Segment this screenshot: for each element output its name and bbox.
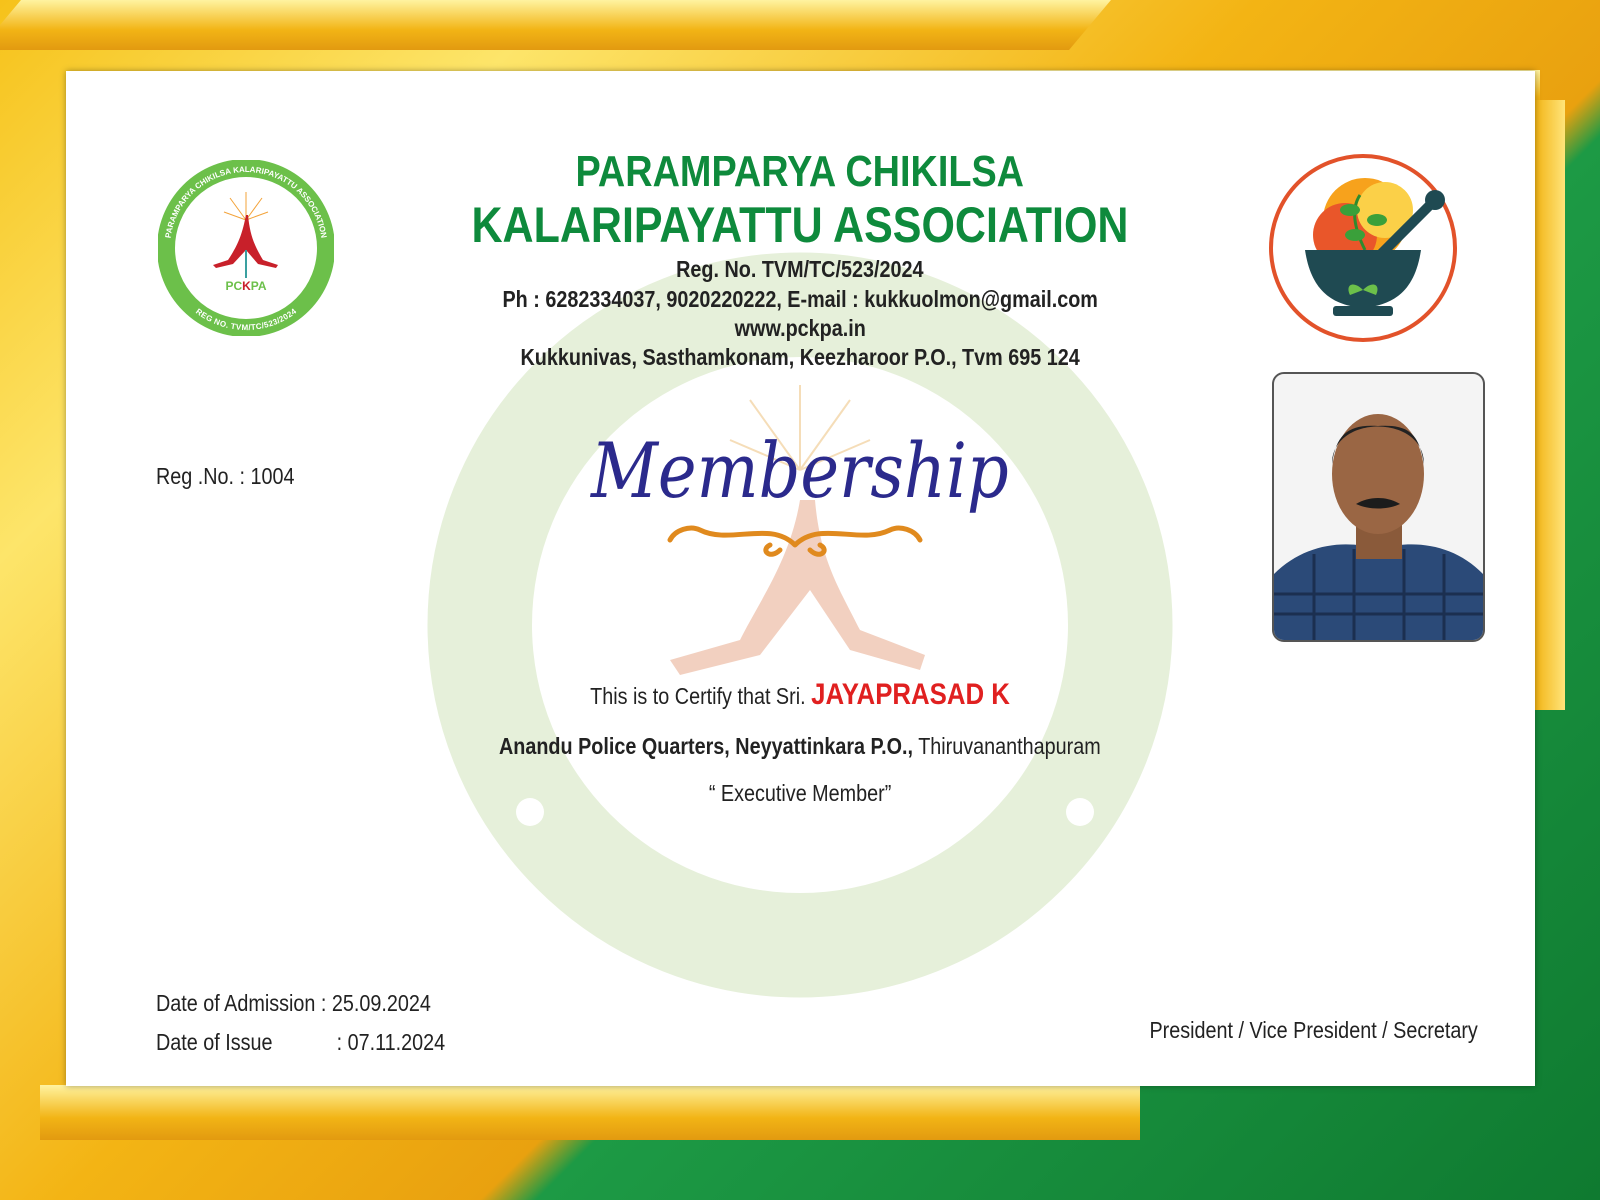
logo-reg-text: REG NO. TVM/TC/523/2024 <box>194 306 298 333</box>
association-website: www.pckpa.in <box>734 315 866 341</box>
issue-date-row: Date of Issue : 07.11.2024 <box>156 1029 446 1055</box>
association-address: Kukkunivas, Sasthamkonam, Keezharoor P.O., Tvm 695 124 <box>520 344 1080 370</box>
association-title-line2: KALARIPAYATTU ASSOCIATION <box>471 197 1129 253</box>
signatories: President / Vice President / Secretary <box>1149 1017 1478 1043</box>
association-title-line1: PARAMPARYA CHIKILSA <box>575 147 1025 196</box>
member-name: JAYAPRASAD K <box>811 678 1010 711</box>
member-designation: “ Executive Member” <box>708 780 892 806</box>
logo-ring-text: PARAMPARYA CHIKILSA KALARIPAYATTU ASSOCIATION <box>163 164 329 239</box>
member-address: Anandu Police Quarters, Neyyattinkara P.O., Thiruvananthapuram <box>499 733 1101 759</box>
association-contact: Ph : 6282334037, 9020220222, E-mail : kukkuolmon@gmail.com <box>502 286 1098 312</box>
association-reg-no: Reg. No. TVM/TC/523/2024 <box>676 256 924 282</box>
logo-abbreviation: PCKPA <box>225 279 267 293</box>
ornament-divider <box>660 515 930 560</box>
membership-heading: Membership <box>591 426 1009 515</box>
certify-line: This is to Certify that Sri. JAYAPRASAD K <box>590 678 1010 711</box>
member-reg-no: Reg .No. : 1004 <box>156 463 295 489</box>
admission-date-row: Date of Admission : 25.09.2024 <box>156 990 431 1016</box>
